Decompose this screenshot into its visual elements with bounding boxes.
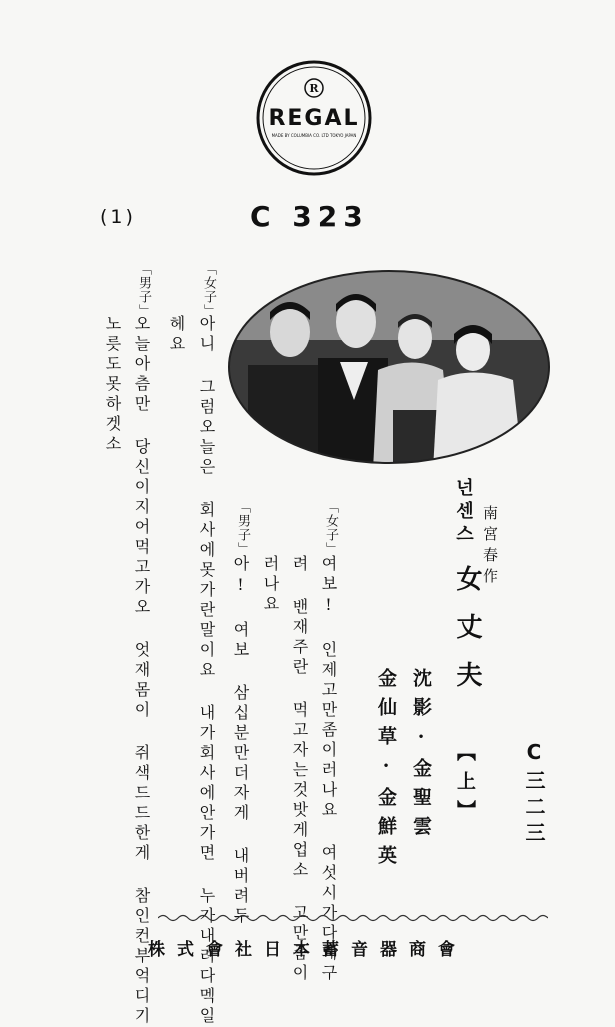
disc-number: C 323 [250, 200, 369, 233]
publisher-name: 株式會社日本蓄音器商會 [148, 940, 467, 960]
catalog-number: C三二三 [522, 740, 546, 848]
regal-logo [254, 58, 374, 178]
dialogue-line: 러나요 [261, 555, 280, 615]
author-credit: 南宮春作 [481, 505, 499, 589]
speaker-tag: 「女子」 [323, 500, 338, 556]
genre-label: 넌센스 [453, 478, 474, 547]
speaker-tag: 「男子」 [235, 500, 250, 556]
dialogue-line: 오늘아츰만 당신이지어먹고가오 엇재몸이 쥐색드드한게 참인컨부억디기 [132, 315, 151, 1027]
title-part: 【上】 [454, 742, 476, 829]
logo-subtext: MADE BY COLUMBIA CO. LTD TOKYO JAPAN [271, 133, 357, 138]
dialogue-line: 노릇도못하겟소 [103, 315, 122, 455]
speaker-tag: 「男子」 [136, 262, 151, 318]
logo-brand: REGAL [268, 106, 360, 131]
page-number: (1) [100, 206, 136, 228]
performers-photo [228, 270, 550, 464]
logo-monogram: R [309, 82, 319, 95]
dialogue-line: 헤요 [167, 315, 186, 355]
dialogue-line: 아! 여보 삼십분만더자게 내버려두 [231, 555, 250, 927]
dialogue-line: 려 밴재주란 먹고자는것밧게업소 고만좀이 [290, 555, 309, 984]
wavy-divider [158, 910, 548, 924]
record-title: 女丈夫 [452, 565, 482, 709]
performers-line-2: 金仙草·金鮮英 [375, 668, 397, 874]
performers-line-1: 沈影·金聖雲 [410, 668, 432, 845]
speaker-tag: 「女子」 [201, 262, 216, 318]
dialogue-line: 아니 그럼오늘은 회사에못가란말이요 내가회사에안가면 누가내려다멕일 [197, 315, 216, 1027]
dialogue-line: 여보! 인제고만좀이러나요 여섯시가다돼구 [319, 555, 338, 984]
